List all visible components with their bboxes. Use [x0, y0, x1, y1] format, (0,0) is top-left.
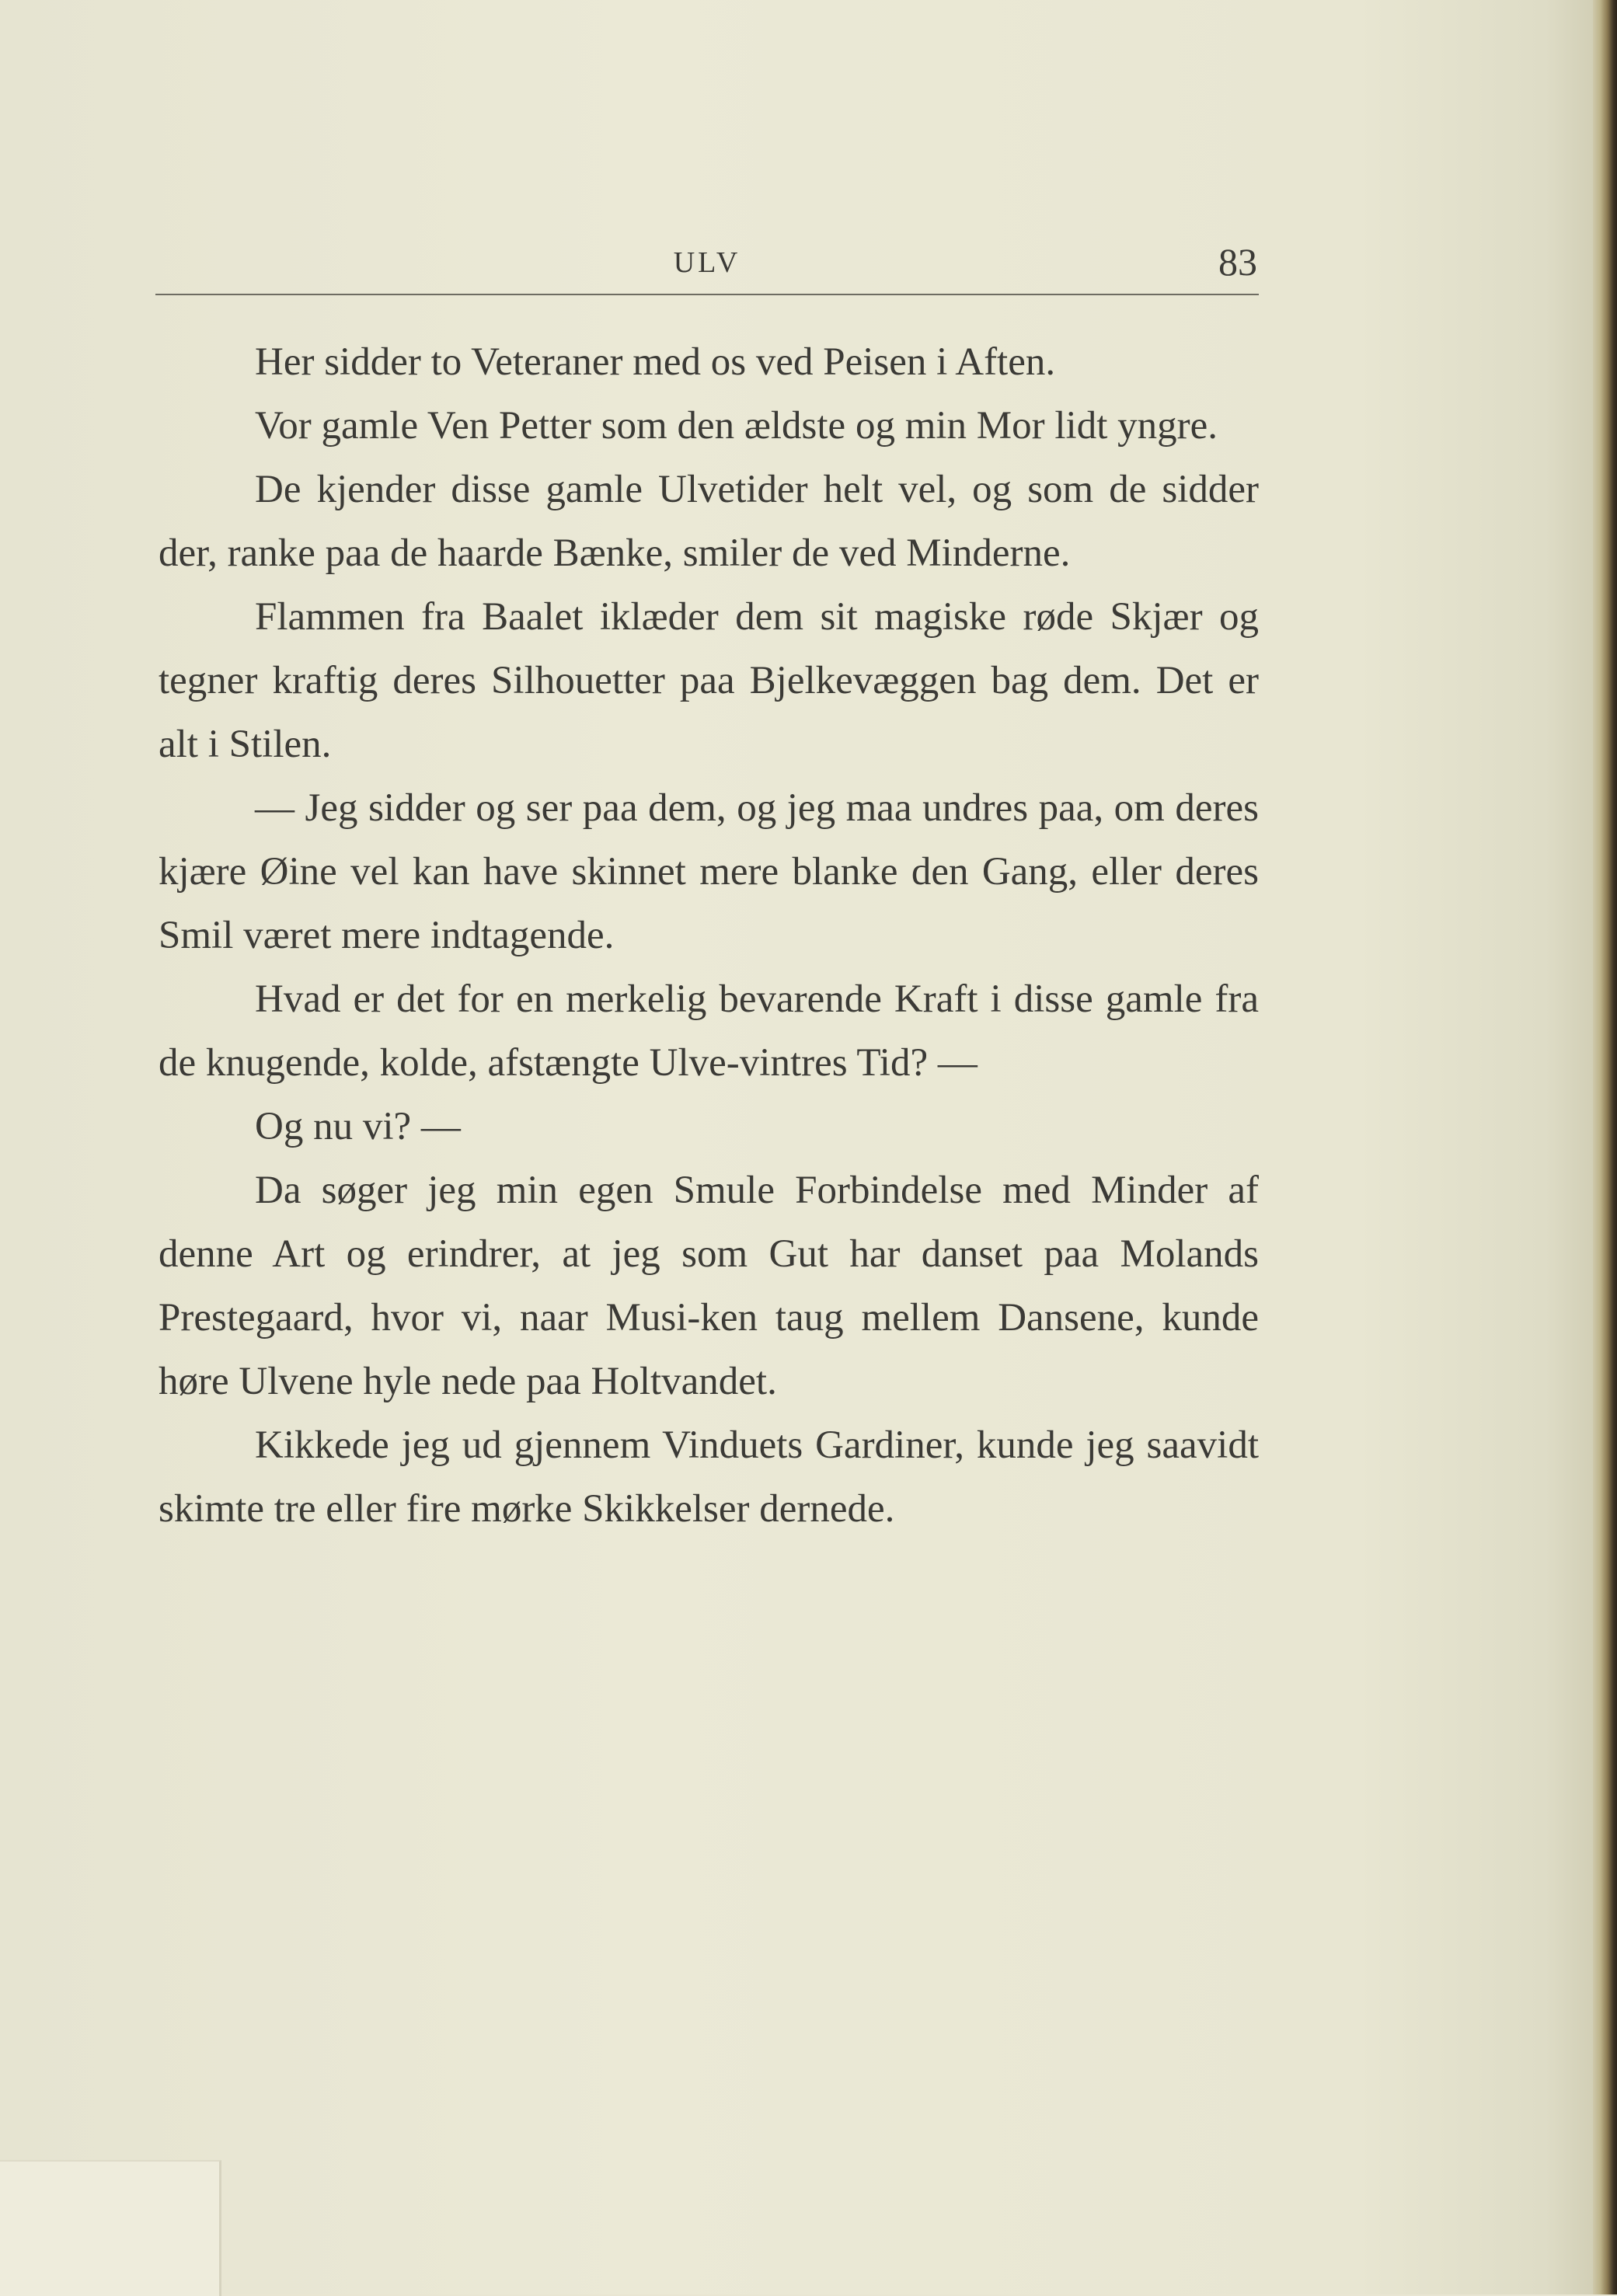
paragraph: Her sidder to Veteraner med os ved Peisen i Aften. — [255, 340, 1056, 384]
page-edge — [1593, 0, 1617, 2294]
page-header — [155, 239, 1259, 294]
page-number: 83 — [1218, 240, 1257, 284]
paragraph: Hvad er det for en merkelig bevarende Kraft i disse gamle fra de knugende, kolde, afstængte Ulve-vintres Tid? — — [159, 977, 1259, 1085]
paragraph: Vor gamle Ven Petter som den ældste og min Mor lidt yngre. — [255, 404, 1218, 448]
paragraph: De kjender disse gamle Ulvetider helt vel, og som de sidder der, ranke paa de haarde Bænke, smiler de ved Minderne. — [159, 468, 1259, 575]
header-rule — [155, 294, 1259, 295]
paragraph: Da søger jeg min egen Smule Forbindelse med Minder af denne Art og erindrer, at jeg som Gut har danset paa Molands Prestegaard, hvor vi, naar Musi-ken taug mellem Dansene, kunde høre Ulvene hyle nede paa Holtvandet. — [159, 1169, 1259, 1403]
paragraph: — Jeg sidder og ser paa dem, og jeg maa undres paa, om deres kjære Øine vel kan have skinnet mere blanke den Gang, eller deres Smil været mere indtagende. — [159, 786, 1259, 957]
paragraph: Og nu vi? — — [255, 1105, 461, 1148]
corner-label — [0, 2160, 221, 2296]
body-text — [159, 330, 1259, 1541]
paragraph: Kikkede jeg ud gjennem Vinduets Gardiner, kunde jeg saavidt skimte tre eller fire mørke Skikkelser dernede. — [159, 1423, 1259, 1531]
running-title: ULV — [673, 246, 741, 279]
paragraph: Flammen fra Baalet iklæder dem sit magiske røde Skjær og tegner kraftig deres Silhouetter paa Bjelkevæggen bag dem. Det er alt i Stilen. — [159, 595, 1259, 766]
